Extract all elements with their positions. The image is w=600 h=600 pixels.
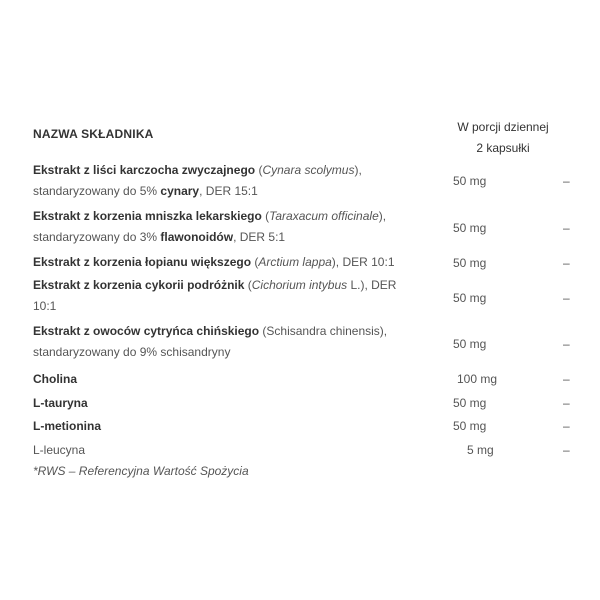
ingredient-rws: – xyxy=(563,396,570,410)
ingredient-name-bold: L-metionina xyxy=(33,419,101,433)
ingredient-rws: – xyxy=(563,256,570,270)
table-row xyxy=(33,440,578,461)
ingredient-latin: Cichorium intybus xyxy=(251,278,348,292)
daily-portion-header-line1: W porcji dziennej xyxy=(457,120,549,134)
ingredient-der-ratio: 10:1 xyxy=(33,299,57,313)
ingredient-name: Ekstrakt z korzenia cykorii podróżnik (Cichorium intybus L.), DER 10:1 xyxy=(33,278,397,313)
ingredient-name: L-leucyna xyxy=(33,443,86,457)
table-row xyxy=(33,416,578,437)
ingredient-rws: – xyxy=(563,372,570,386)
table-row xyxy=(33,206,578,248)
table-row xyxy=(33,252,578,273)
table-header xyxy=(33,117,578,157)
ingredient-name-bold: Ekstrakt z owoców cytryńca chińskiego xyxy=(33,324,260,338)
ingredient-name-bold: Cholina xyxy=(33,372,77,386)
ingredient-compound: flawonoidów xyxy=(160,230,234,244)
ingredient-name xyxy=(33,393,413,414)
ingredient-name xyxy=(33,369,413,390)
ingredient-amount: 50 mg xyxy=(453,291,487,305)
rws-footnote: *RWS – Referencyjna Wartość Spożycia xyxy=(33,464,249,478)
ingredient-compound: cynary xyxy=(160,184,200,198)
ingredient-amount: 50 mg xyxy=(453,256,487,270)
ingredient-rws: – xyxy=(563,291,570,305)
table-row xyxy=(33,160,578,202)
ingredient-der: , DER 15:1 xyxy=(199,184,258,198)
table-row xyxy=(33,393,578,414)
ingredient-name: Ekstrakt z korzenia łopianu większego (Arctium lappa), DER 10:1 xyxy=(33,255,395,269)
ingredient-name-bold: L-tauryna xyxy=(33,396,88,410)
ingredient-latin: Cynara scolymus xyxy=(262,163,355,177)
ingredient-amount: 50 mg xyxy=(453,337,487,351)
ingredient-name xyxy=(33,321,413,363)
ingredient-der: ), DER 10:1 xyxy=(331,255,395,269)
ingredient-name-bold: Ekstrakt z korzenia cykorii podróżnik xyxy=(33,278,245,292)
ingredient-rws: – xyxy=(563,443,570,457)
table-row xyxy=(33,369,578,390)
ingredient-rws: – xyxy=(563,174,570,188)
ingredient-amount: 50 mg xyxy=(453,221,487,235)
ingredient-name: Ekstrakt z liści karczocha zwyczajnego (Cynara scolymus), standaryzowany do 5% cynary, DER 15:1 xyxy=(33,163,362,198)
ingredient-latin: Arctium lappa xyxy=(258,255,332,269)
ingredient-standardization: standaryzowany do 9% schisandryny xyxy=(33,345,231,359)
ingredient-name-bold: Ekstrakt z korzenia łopianu większego xyxy=(33,255,252,269)
ingredient-amount: 50 mg xyxy=(453,419,487,433)
ingredient-amount: 100 mg xyxy=(457,372,498,386)
ingredient-name-bold: Ekstrakt z korzenia mniszka lekarskiego xyxy=(33,209,262,223)
ingredient-latin: Taraxacum officinale xyxy=(269,209,379,223)
ingredient-amount: 50 mg xyxy=(453,396,487,410)
ingredient-rws: – xyxy=(563,337,570,351)
table-row xyxy=(33,275,578,317)
ingredient-name-bold: Ekstrakt z liści karczocha zwyczajnego xyxy=(33,163,256,177)
ingredient-rws: – xyxy=(563,221,570,235)
ingredient-standardization: standaryzowany do 3% xyxy=(33,230,161,244)
ingredient-standardization: standaryzowany do 5% xyxy=(33,184,161,198)
ingredient-latin: (Schisandra chinensis), xyxy=(259,324,388,338)
ingredient-amount: 5 mg xyxy=(467,443,494,457)
ingredient-amount: 50 mg xyxy=(453,174,487,188)
daily-portion-header xyxy=(443,117,563,159)
ingredient-rws: – xyxy=(563,419,570,433)
ingredient-name: Ekstrakt z korzenia mniszka lekarskiego (Taraxacum officinale), standaryzowany do 3% flawonoidów, DER 5:1 xyxy=(33,209,387,244)
ingredient-name-header: NAZWA SKŁADNIKA xyxy=(33,127,154,141)
ingredient-name xyxy=(33,416,413,437)
table-row xyxy=(33,321,578,363)
ingredient-der: , DER 5:1 xyxy=(233,230,286,244)
daily-portion-header-line2: 2 kapsułki xyxy=(476,141,530,155)
ingredient-der: L.), DER xyxy=(347,278,397,292)
